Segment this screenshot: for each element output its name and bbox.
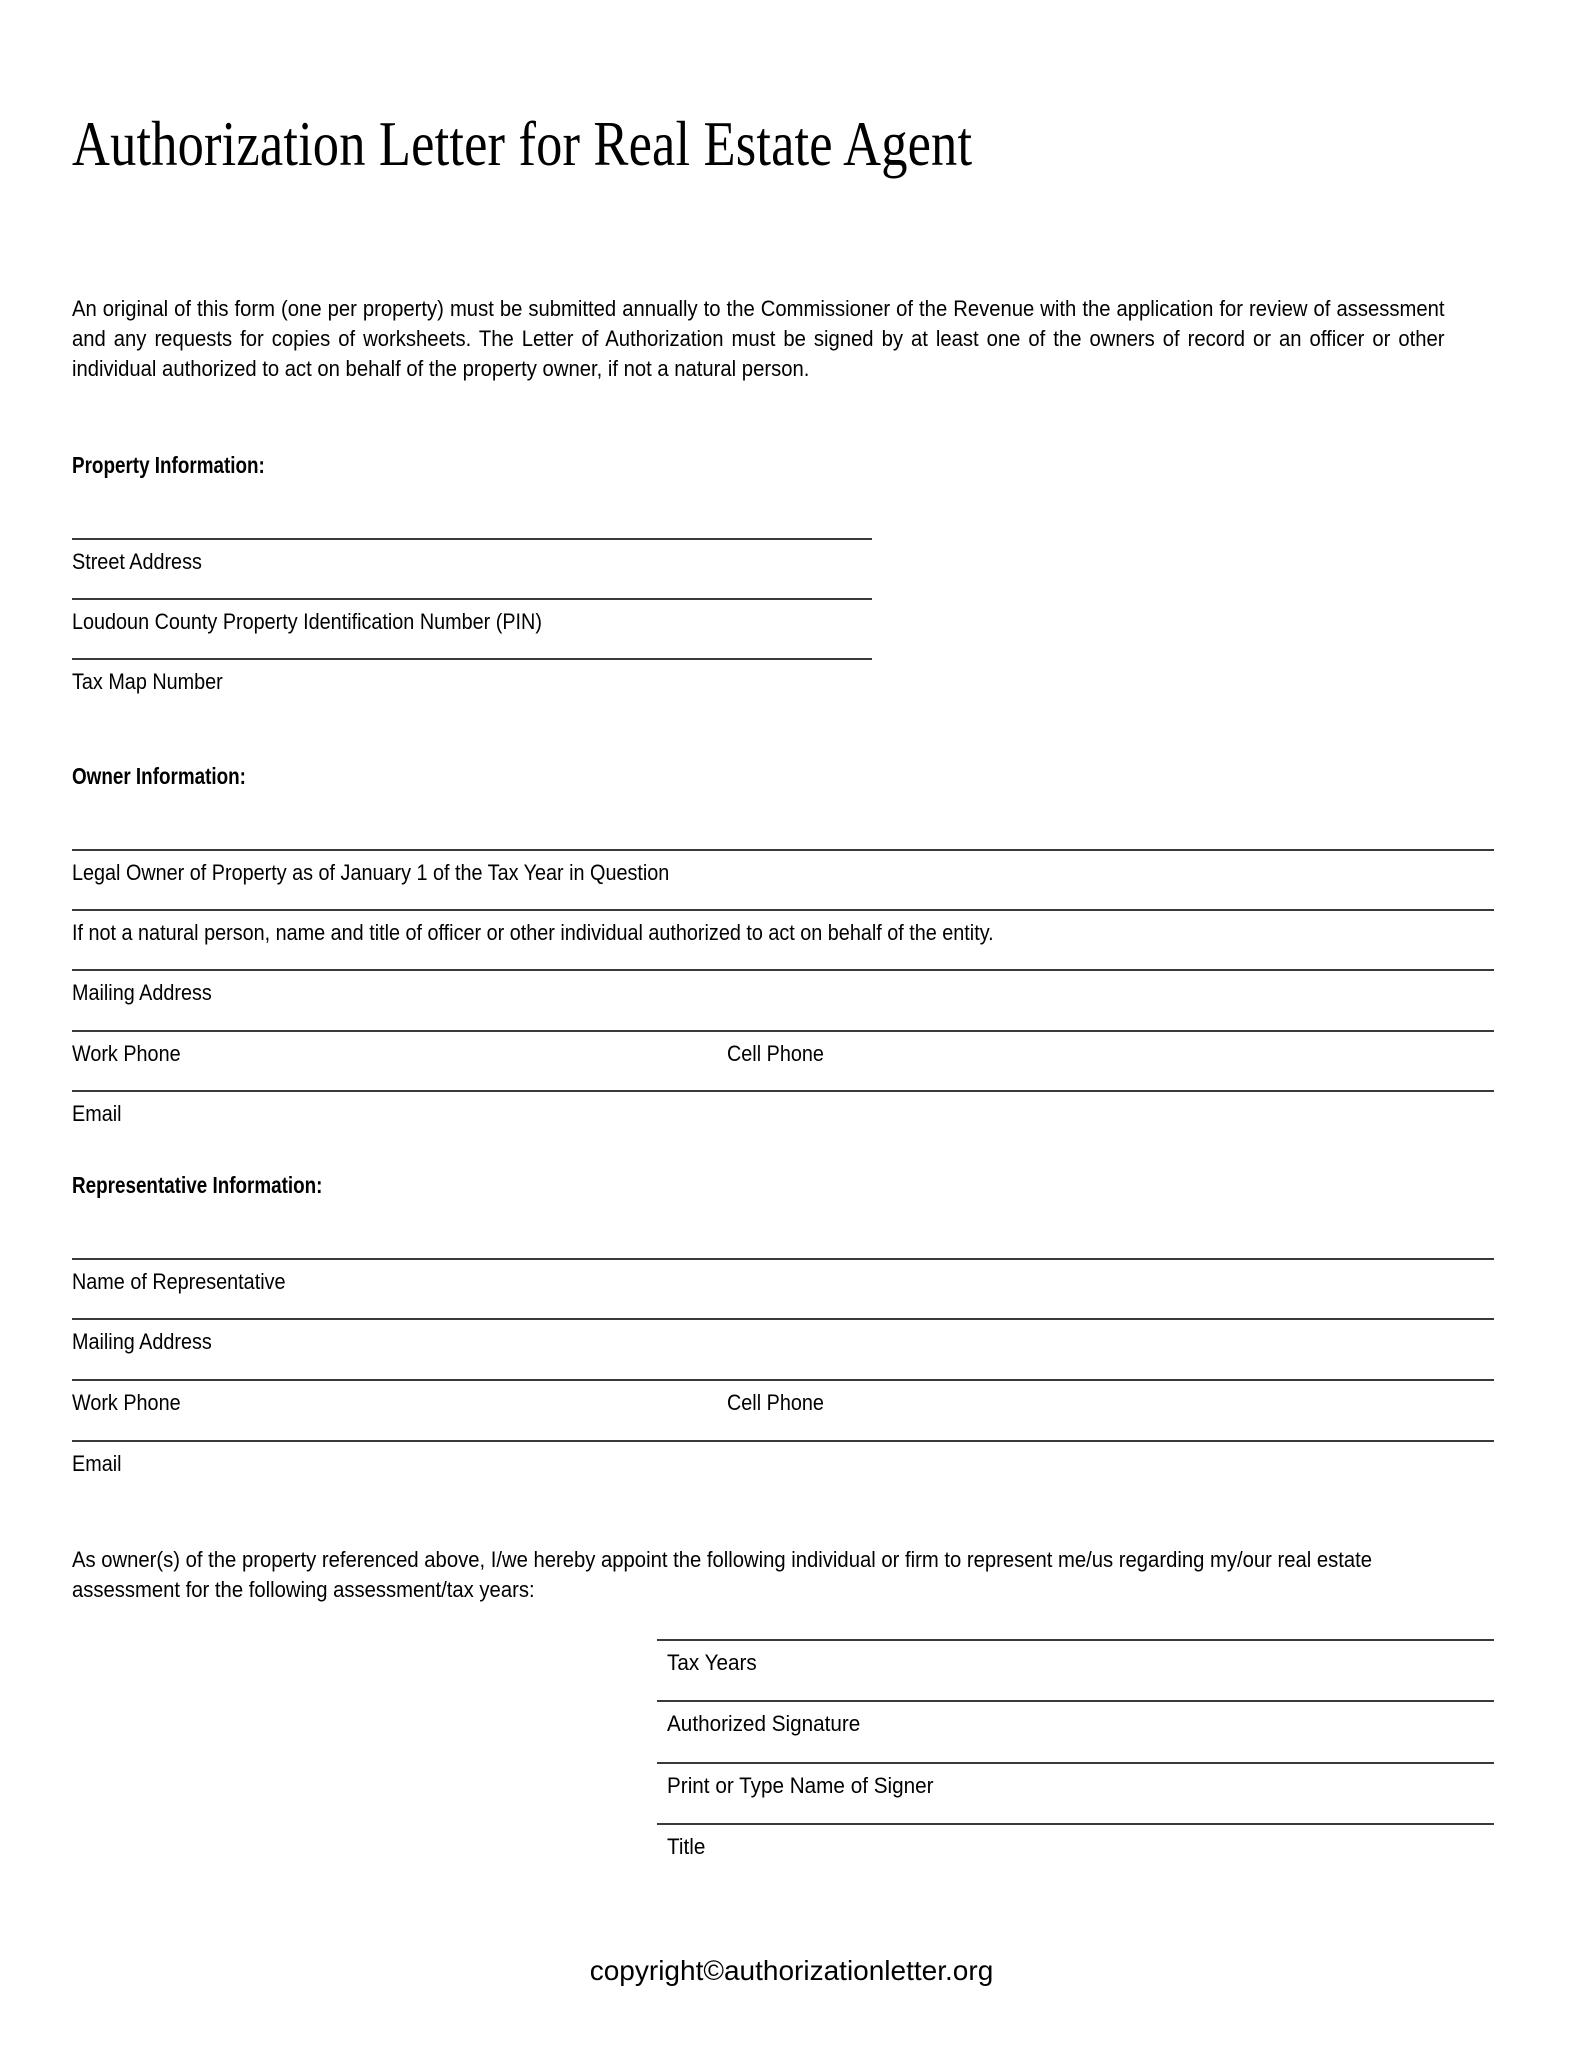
- field-representative-phones[interactable]: [72, 1379, 1494, 1437]
- field-label-title: Title: [667, 1834, 706, 1859]
- field-label-officer-name-title: If not a natural person, name and title of officer or other individual authorized to act on behalf of the entity.: [72, 920, 994, 945]
- intro-paragraph: An original of this form (one per property) must be submitted annually to the Commissioner of the Revenue with the application for review of assessment and any requests for copies of worksheets. The Letter of Authorization must be signed by at least one of the owners of record or an officer or other individual authorized to act on behalf of the property owner, if not a natural person.: [72, 296, 1445, 381]
- field-street-address[interactable]: [72, 538, 872, 596]
- closing-paragraph: As owner(s) of the property referenced above, I/we hereby appoint the following individual or firm to represent me/us regarding my/our real estate assessment for the following assessment/tax years:: [72, 1547, 1373, 1602]
- section-heading-property: Property Information:: [72, 452, 265, 478]
- field-legal-owner[interactable]: [72, 849, 1494, 907]
- field-representative-name[interactable]: [72, 1258, 1494, 1316]
- field-label-legal-owner: Legal Owner of Property as of January 1 of the Tax Year in Question: [72, 860, 670, 885]
- field-label-representative-work-phone: Work Phone: [72, 1390, 181, 1415]
- field-label-pin: Loudoun County Property Identification Number (PIN): [72, 609, 542, 634]
- field-label-street-address: Street Address: [72, 549, 202, 574]
- footer-copyright: copyright©authorizationletter.org: [589, 1955, 994, 1986]
- field-print-name-of-signer[interactable]: [657, 1762, 1494, 1822]
- field-representative-email[interactable]: [72, 1440, 1494, 1498]
- page-title: Authorization Letter for Real Estate Agent: [72, 108, 973, 179]
- field-tax-map-number[interactable]: [72, 658, 872, 716]
- section-heading-owner: Owner Information:: [72, 763, 246, 789]
- field-title[interactable]: [657, 1823, 1494, 1883]
- field-label-representative-name: Name of Representative: [72, 1269, 286, 1294]
- field-owner-phones[interactable]: [72, 1030, 1494, 1088]
- field-label-owner-email: Email: [72, 1101, 122, 1126]
- field-authorized-signature[interactable]: [657, 1700, 1494, 1760]
- field-label-owner-cell-phone: Cell Phone: [727, 1041, 824, 1066]
- field-label-tax-years: Tax Years: [667, 1650, 757, 1675]
- field-pin[interactable]: [72, 598, 872, 656]
- field-label-representative-mailing-address: Mailing Address: [72, 1329, 212, 1354]
- field-owner-mailing-address[interactable]: [72, 969, 1494, 1027]
- section-heading-representative: Representative Information:: [72, 1172, 323, 1198]
- field-label-representative-email: Email: [72, 1451, 122, 1476]
- field-label-print-name-of-signer: Print or Type Name of Signer: [667, 1773, 934, 1798]
- field-label-representative-cell-phone: Cell Phone: [727, 1390, 824, 1415]
- field-officer-name-title[interactable]: [72, 909, 1494, 967]
- field-tax-years[interactable]: [657, 1639, 1494, 1699]
- field-owner-email[interactable]: [72, 1090, 1494, 1148]
- field-label-authorized-signature: Authorized Signature: [667, 1711, 861, 1736]
- field-label-owner-mailing-address: Mailing Address: [72, 980, 212, 1005]
- field-label-owner-work-phone: Work Phone: [72, 1041, 181, 1066]
- field-label-tax-map-number: Tax Map Number: [72, 669, 223, 694]
- field-representative-mailing-address[interactable]: [72, 1318, 1494, 1376]
